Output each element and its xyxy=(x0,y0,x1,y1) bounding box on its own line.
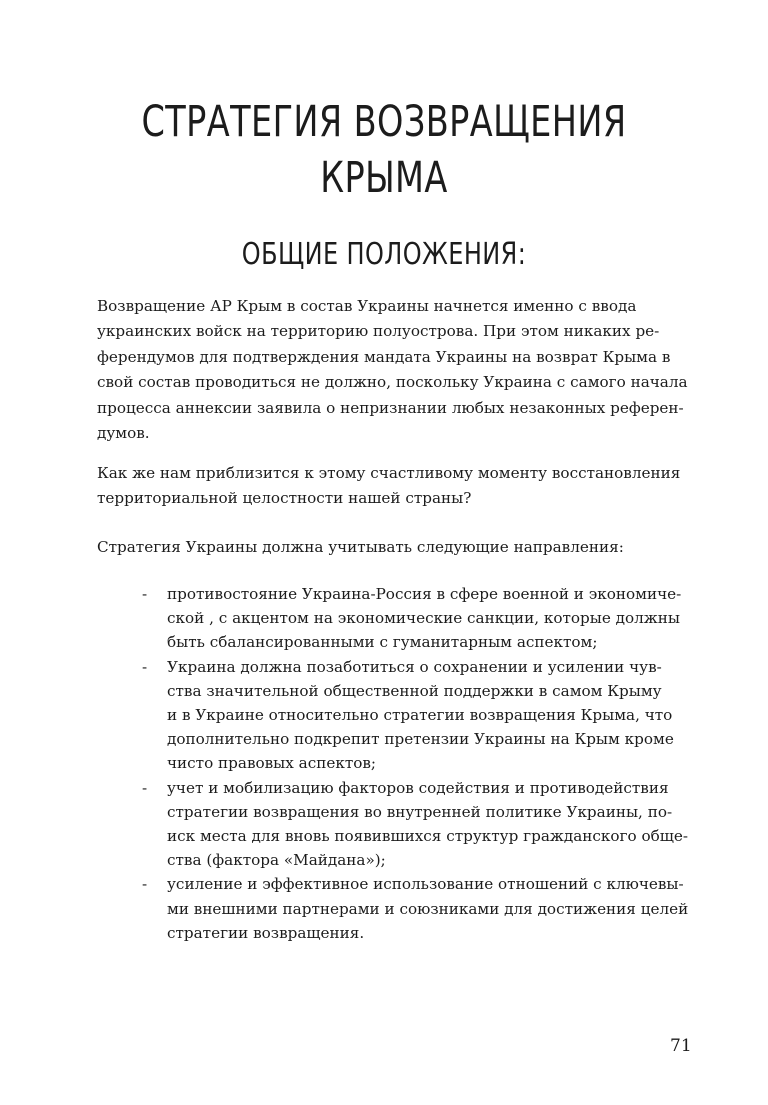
paragraph-line: свой состав проводиться не должно, поскольку Украина с самого начала xyxy=(97,373,688,392)
page-number: 71 xyxy=(670,1036,692,1056)
list-item-line: противостояние Украина-Россия в сфере военной и экономиче- xyxy=(167,585,682,603)
paragraph-line: Стратегия Украины должна учитывать следующие направления: xyxy=(97,538,624,556)
page-title-line-1: СТРАТЕГИЯ ВОЗВРАЩЕНИЯ xyxy=(141,97,627,147)
list-item-line: и в Украине относительно стратегии возвращения Крыма, что xyxy=(167,706,673,725)
list-item-line: учет и мобилизацию факторов содействия и противодействия xyxy=(167,778,669,797)
paragraph-line: процесса аннексии заявила о непризнании любых незаконных референ- xyxy=(97,398,684,417)
list-item-line: усиление и эффективное использование отношений с ключевы- xyxy=(167,875,684,894)
list-item-line: стратегии возвращения во внутренней политике Украины, по- xyxy=(167,802,673,821)
list-item-line: ской , с акцентом на экономические санкции, которые должны xyxy=(167,609,680,628)
list-item xyxy=(142,582,702,655)
list-item-line: быть сбалансированными с гуманитарным аспектом; xyxy=(167,633,598,652)
list-item xyxy=(142,655,702,776)
section-heading: ОБЩИЕ ПОЛОЖЕНИЯ: xyxy=(241,237,527,272)
bullet-dash: - xyxy=(142,585,148,603)
paragraph-line: украинских войск на территорию полуострова. При этом никаких ре- xyxy=(97,322,660,341)
list-item-line: стратегии возвращения. xyxy=(167,923,365,942)
paragraph-line: территориальной целостности нашей страны? xyxy=(97,489,472,508)
list-item xyxy=(142,872,702,945)
bullet-dash: - xyxy=(142,657,148,676)
list-item xyxy=(142,776,702,873)
paragraph-strategy-lead xyxy=(97,535,697,560)
paragraph-line: Возвращение АР Крым в состав Украины начнется именно с ввода xyxy=(97,297,637,315)
paragraph-line: ферендумов для подтверждения мандата Украины на возврат Крыма в xyxy=(97,347,671,366)
paragraph-line: Как же нам приблизится к этому счастливому моменту восстановления xyxy=(97,464,681,482)
paragraph-line: думов. xyxy=(97,424,150,443)
strategy-directions-list xyxy=(142,582,702,945)
list-item-line: ми внешними партнерами и союзниками для достижения целей xyxy=(167,899,689,918)
paragraph-intro xyxy=(97,294,697,446)
list-item-line: чисто правовых аспектов; xyxy=(167,754,377,773)
list-item-line: иск места для вновь появившихся структур гражданского обще- xyxy=(167,827,688,846)
page-title-line-2: КРЫМА xyxy=(320,153,448,203)
list-item-line: ства (фактора «Майдана»); xyxy=(167,851,386,870)
paragraph-question xyxy=(97,461,697,512)
list-item-line: ства значительной общественной поддержки в самом Крыму xyxy=(167,681,662,700)
bullet-dash: - xyxy=(142,875,148,894)
list-item-line: дополнительно подкрепит претензии Украины на Крым кроме xyxy=(167,730,674,749)
list-item-line: Украина должна позаботиться о сохранении и усилении чув- xyxy=(167,657,662,676)
bullet-dash: - xyxy=(142,778,148,797)
